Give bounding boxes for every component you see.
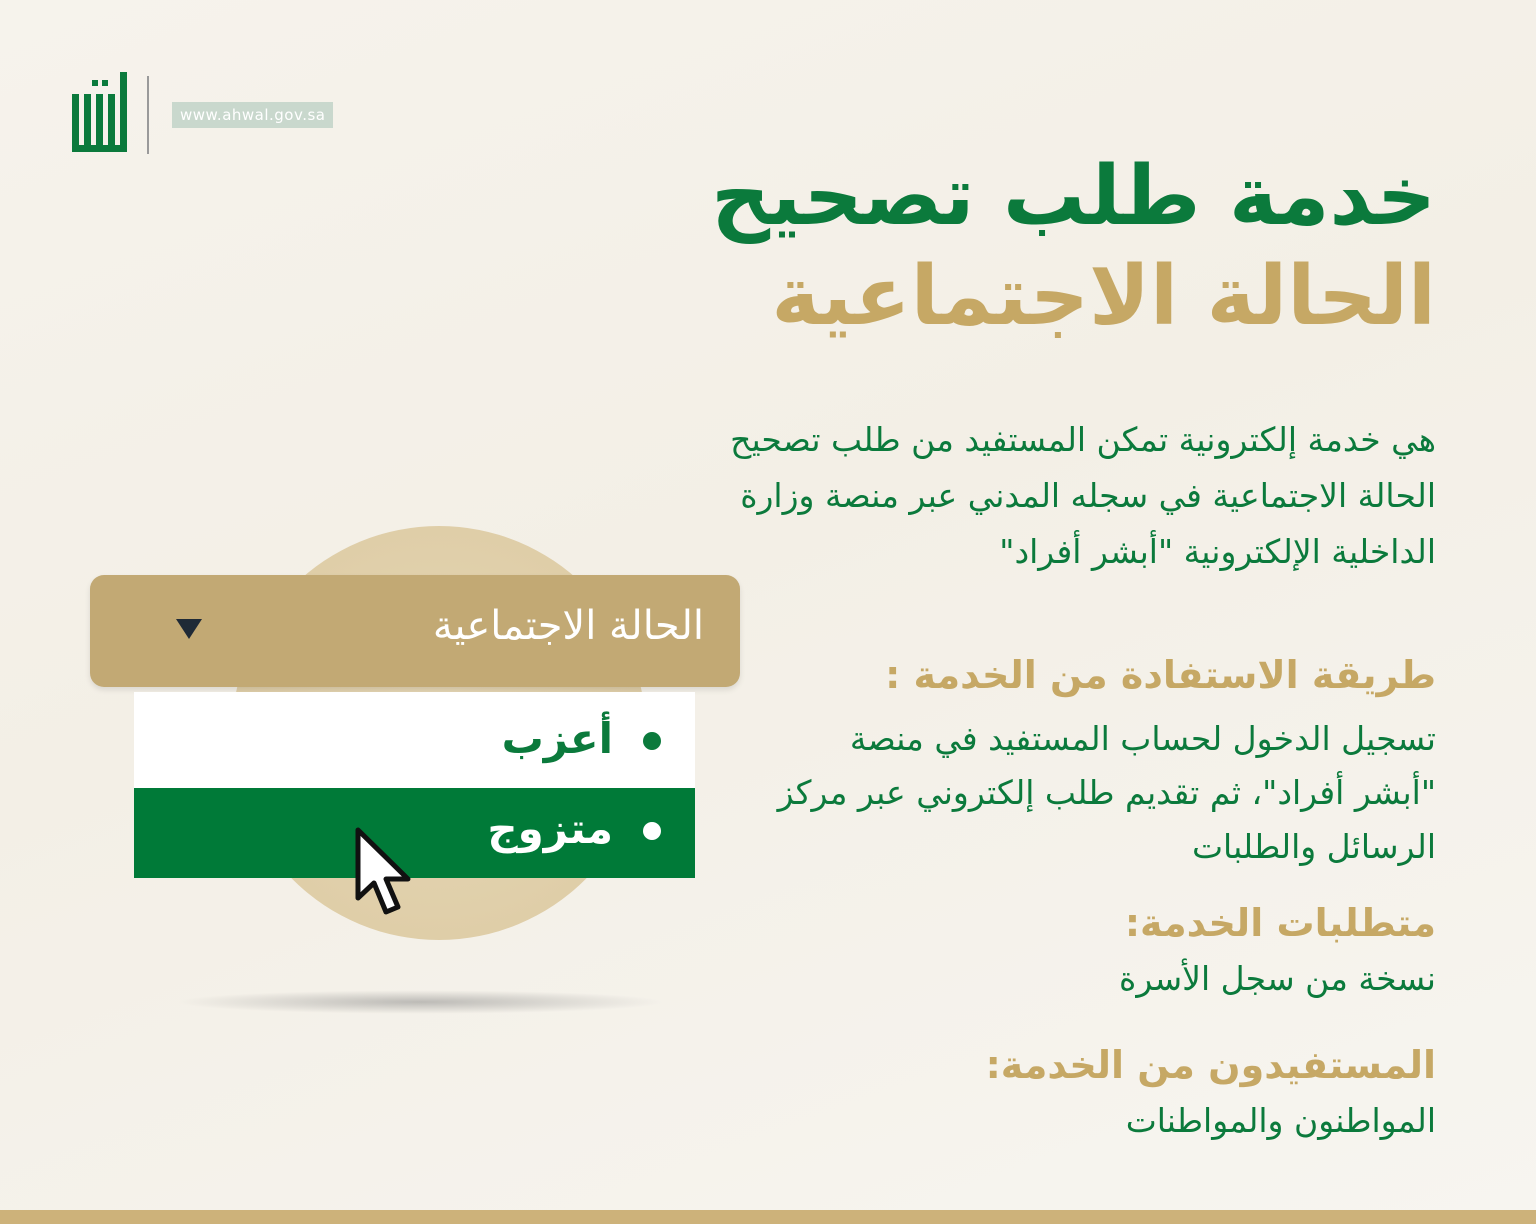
dropdown-option-single[interactable] — [134, 692, 695, 788]
option-label: متزوج — [487, 804, 613, 853]
section-body-how-to-use: تسجيل الدخول لحساب المستفيد في منصة "أبشر أفراد"، ثم تقديم طلب إلكتروني عبر مركز الرسائل والطلبات — [777, 719, 1436, 866]
section-body-requirements: نسخة من سجل الأسرة — [1119, 959, 1436, 998]
section-body-beneficiaries: المواطنون والمواطنات — [1125, 1101, 1436, 1140]
section-heading-how-to-use: طريقة الاستفادة من الخدمة : — [885, 653, 1436, 697]
header — [70, 72, 360, 162]
page-title-line-1: خدمة طلب تصحيح — [711, 149, 1436, 244]
bullet-icon — [643, 732, 661, 750]
section-heading-beneficiaries: المستفيدون من الخدمة: — [985, 1043, 1436, 1087]
absher-logo-icon — [70, 72, 134, 156]
dropdown-label: الحالة الاجتماعية — [432, 603, 704, 649]
mouse-cursor-icon — [352, 826, 422, 920]
ground-shadow — [175, 990, 665, 1014]
page-title-line-2: الحالة الاجتماعية — [771, 249, 1436, 344]
logo-divider — [147, 76, 149, 154]
chevron-down-icon[interactable] — [176, 619, 202, 639]
bullet-icon — [643, 822, 661, 840]
bottom-accent-bar — [0, 1210, 1536, 1224]
service-description: هي خدمة إلكترونية تمكن المستفيد من طلب تصحيح الحالة الاجتماعية في سجله المدني عبر منصة وزارة الداخلية الإلكترونية "أبشر أفراد" — [730, 420, 1436, 571]
section-heading-requirements: متطلبات الخدمة: — [1124, 901, 1436, 945]
website-url: www.ahwal.gov.sa — [172, 102, 333, 128]
social-status-dropdown[interactable] — [90, 575, 740, 687]
option-label: أعزب — [501, 714, 613, 763]
